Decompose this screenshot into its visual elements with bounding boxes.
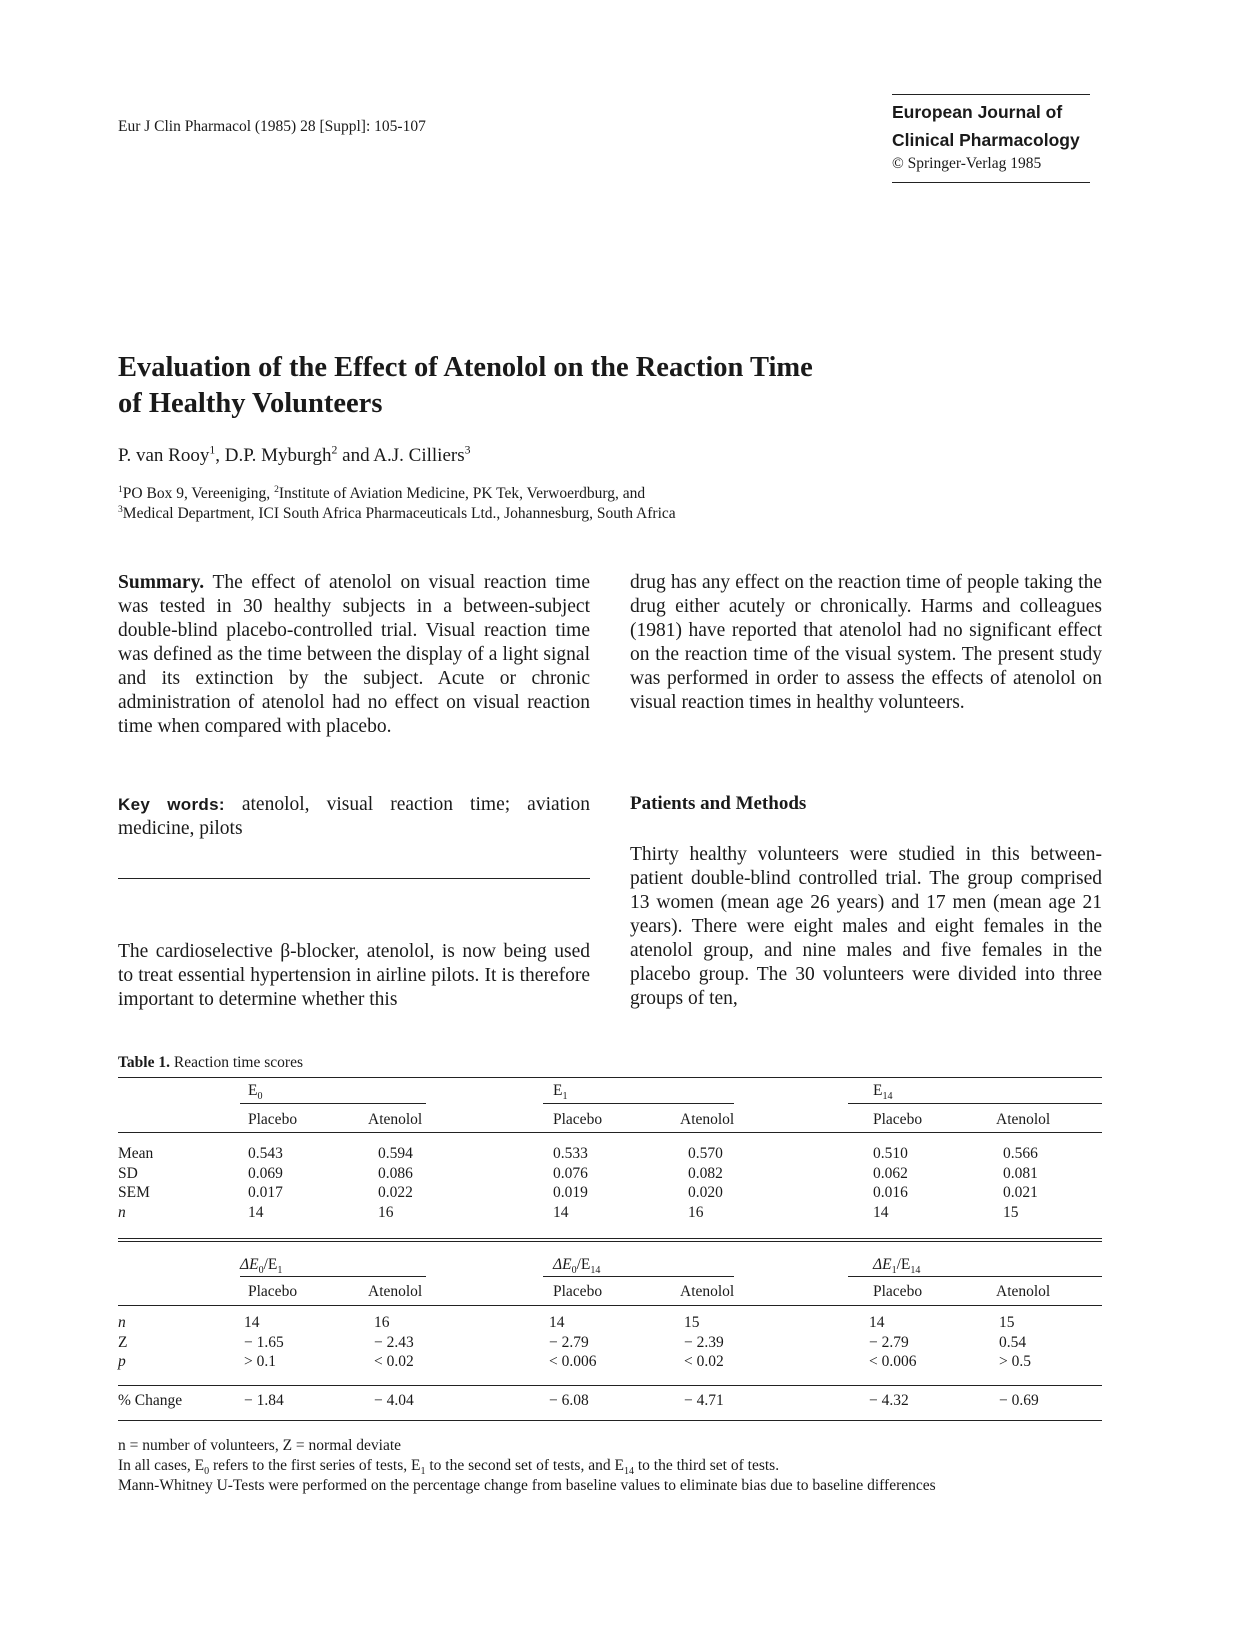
table-cell: 0.076: [553, 1164, 588, 1182]
footnote-line-2: In all cases, $E_0$ refers to the first series of tests, $E_1$ to the second set of tests, and $E_{14}$ to the third set of tests.: [118, 1457, 780, 1478]
affiliations: [118, 484, 676, 524]
column-header: Placebo: [873, 1111, 923, 1128]
column-header: Placebo: [873, 1283, 923, 1300]
table-cell: 0.533: [553, 1145, 588, 1162]
table-cell: > 0.1: [244, 1353, 276, 1370]
intro-continued-paragraph: drug has any effect on the reaction time of people taking the drug either acutely or chronically. Harms and colleagues (1981) have reported that atenolol had no significant effect on the reaction time of the visual system. The present study was performed in order to assess the effects of atenolol on visual reaction times in healthy volunteers.: [630, 572, 1102, 713]
row-label: % Change: [118, 1392, 183, 1409]
table-cell: − 1.84: [244, 1392, 284, 1409]
journal-citation: Eur J Clin Pharmacol (1985) 28 [Suppl]: 105-107: [118, 118, 426, 135]
affil-marker-3: 3: [118, 503, 123, 515]
column-header: Placebo: [248, 1283, 298, 1300]
column-header: Placebo: [248, 1111, 298, 1128]
table-cell: 14: [873, 1203, 889, 1221]
row-label: n: [118, 1203, 126, 1221]
row-label: SD: [118, 1164, 138, 1182]
table-cell: < 0.006: [549, 1353, 597, 1370]
authors: [118, 445, 471, 467]
table-caption-label: Table 1.: [118, 1054, 170, 1071]
table-header-rule: [118, 1132, 1102, 1133]
table-footnotes: [118, 1436, 936, 1496]
affiliation-line-2: [118, 504, 676, 524]
table-cell: − 2.39: [684, 1333, 724, 1351]
abstract-divider: [118, 878, 590, 879]
row-label: p: [118, 1353, 126, 1370]
table-cell: 0.081: [1003, 1164, 1038, 1182]
column-header: Atenolol: [996, 1111, 1051, 1128]
table-cell: 15: [684, 1314, 700, 1331]
group-rule-e1: [543, 1103, 734, 1104]
table-cell: 16: [374, 1314, 390, 1331]
table-cell: − 4.32: [869, 1392, 909, 1409]
group-rule-e0: [240, 1103, 426, 1104]
table-cell: 14: [553, 1203, 569, 1221]
table-cell: 16: [688, 1203, 704, 1221]
journal-box-bottom-rule: [892, 182, 1090, 183]
group-header-delta-e0-e1: $\Delta E_0/E_1$: [240, 1256, 283, 1277]
summary-label: Summary.: [118, 572, 205, 593]
author-3-affil: 3: [464, 443, 471, 457]
group-header-e14: $E_{14}$: [873, 1082, 893, 1103]
table-cell: 0.54: [999, 1333, 1027, 1351]
table-cell: < 0.02: [684, 1353, 724, 1370]
table-cell: 0.086: [378, 1164, 413, 1182]
column-header: Placebo: [553, 1283, 603, 1300]
keywords-paragraph: [118, 793, 590, 841]
table-cell: 0.019: [553, 1184, 588, 1201]
journal-name-line1: European Journal of: [892, 102, 1063, 122]
group-rule-e14: [848, 1103, 1102, 1104]
table-header-rule-2: [118, 1305, 1102, 1306]
summary-paragraph: [118, 571, 590, 739]
table-cell: 0.543: [248, 1145, 283, 1162]
table-cell: 0.062: [873, 1164, 908, 1182]
group-header-delta-e1-e14: $\Delta E_1/E_{14}$: [873, 1256, 921, 1277]
title-line-2: of Healthy Volunteers: [118, 388, 383, 419]
row-label: Mean: [118, 1145, 154, 1162]
journal-box: [892, 94, 1090, 183]
row-label: Z: [118, 1333, 128, 1351]
table-cell: 0.082: [688, 1164, 723, 1182]
table-cell: 0.021: [1003, 1184, 1038, 1201]
table-cell: − 2.43: [374, 1333, 414, 1351]
author-2-affil: 2: [331, 443, 338, 457]
group-header-e1: $E_1$: [553, 1082, 568, 1103]
table-cell: 0.566: [1003, 1145, 1038, 1162]
table-cell: − 1.65: [244, 1333, 284, 1351]
group-rule-de0e14: [543, 1276, 734, 1277]
publisher-copyright: © Springer-Verlag 1985: [892, 155, 1042, 172]
row-label: n: [118, 1314, 126, 1331]
table-cell: − 4.71: [684, 1392, 724, 1409]
table-section-rule-2: [118, 1241, 1102, 1242]
table-cell: 14: [248, 1203, 264, 1221]
affil-marker-2: 2: [274, 483, 279, 495]
group-header-delta-e0-e14: $\Delta E_0/E_{14}$: [553, 1256, 601, 1277]
table-cell: > 0.5: [999, 1353, 1031, 1370]
table-cell: 0.016: [873, 1184, 908, 1201]
table-cell: < 0.006: [869, 1353, 917, 1370]
table-cell: − 0.69: [999, 1392, 1039, 1409]
intro-paragraph: The cardioselective β-blocker, atenolol, is now being used to treat essential hypertension in airline pilots. It is therefore important to determine whether this: [118, 941, 590, 1010]
table-cell: 0.069: [248, 1164, 283, 1182]
column-header: Atenolol: [368, 1283, 423, 1300]
row-label: SEM: [118, 1184, 150, 1201]
footnote-line-1: n = number of volunteers, Z = normal deviate: [118, 1437, 402, 1454]
article-title: [118, 350, 998, 422]
journal-box-top-rule: [892, 94, 1090, 95]
footnote-line-3: Mann-Whitney U-Tests were performed on the percentage change from baseline values to eliminate bias due to baseline differences: [118, 1477, 936, 1494]
section-heading: Patients and Methods: [630, 793, 807, 814]
column-header: Atenolol: [680, 1283, 735, 1300]
table-cell: 14: [244, 1314, 260, 1331]
table-cell: 15: [999, 1314, 1015, 1331]
title-line-1: Evaluation of the Effect of Atenolol on the Reaction Time: [118, 352, 813, 383]
affil-1-text: PO Box 9, Vereeniging,: [122, 485, 275, 502]
table-cell: 0.020: [688, 1184, 723, 1201]
group-rule-de1e14: [848, 1276, 1102, 1277]
table-cell: − 2.79: [549, 1333, 589, 1351]
affiliation-line-1: [118, 484, 676, 504]
author-1: P. van Rooy: [118, 445, 210, 466]
column-header: Placebo: [553, 1111, 603, 1128]
table-cell: 0.017: [248, 1184, 283, 1201]
table-bottom-rule: [118, 1420, 1102, 1421]
keywords-label: Key words:: [118, 795, 225, 814]
author-1-affil: 1: [209, 443, 216, 457]
affil-marker-1: 1: [118, 483, 123, 495]
table-cell: − 6.08: [549, 1392, 589, 1409]
author-2: , D.P. Myburgh: [215, 445, 332, 466]
table-change-rule: [118, 1385, 1102, 1386]
column-header: Atenolol: [996, 1283, 1051, 1300]
column-header: Atenolol: [368, 1111, 423, 1128]
group-header-e0: $E_0$: [248, 1082, 263, 1103]
table-cell: − 2.79: [869, 1333, 909, 1351]
author-3: and A.J. Cilliers: [337, 445, 465, 466]
table-section-rule-1: [118, 1238, 1102, 1239]
journal-name-line2: Clinical Pharmacology: [892, 130, 1080, 150]
keywords-text: atenolol, visual reaction time; aviation medicine, pilots: [118, 794, 590, 839]
summary-text: The effect of atenolol on visual reaction time was tested in 30 healthy subjects in a between-subject double-blind placebo-controlled trial. Visual reaction time was defined as the time between the display of a light signal and its extinction by the subject. Acute or chronic administration of atenolol had no effect on visual reaction time when compared with placebo.: [118, 572, 590, 737]
table-cell: 14: [869, 1314, 885, 1331]
table-caption: [118, 1054, 303, 1072]
table-cell: 0.022: [378, 1184, 413, 1201]
group-rule-de0e1: [240, 1276, 426, 1277]
affil-3-text: Medical Department, ICI South Africa Pharmaceuticals Ltd., Johannesburg, South Africa: [122, 505, 676, 522]
table-caption-text: Reaction time scores: [169, 1054, 303, 1071]
table-cell: − 4.04: [374, 1392, 414, 1409]
table-top-rule: [118, 1077, 1102, 1078]
table-cell: 0.510: [873, 1145, 908, 1162]
table-cell: 0.594: [378, 1145, 413, 1162]
methods-paragraph: Thirty healthy volunteers were studied in this between-patient double-blind controlled trial. The group comprised 13 women (mean age 26 years) and 17 men (mean age 21 years). There were eight males and eight females in the atenolol group, and nine males and five females in the placebo group. The 30 volunteers were divided into three groups of ten,: [630, 844, 1102, 1009]
table-cell: 16: [378, 1203, 394, 1221]
table-cell: 15: [1003, 1203, 1019, 1221]
table-cell: 14: [549, 1314, 565, 1331]
affil-2-text: Institute of Aviation Medicine, PK Tek, Verwoerdburg, and: [278, 485, 646, 502]
table-cell: 0.570: [688, 1145, 723, 1162]
table-cell: < 0.02: [374, 1353, 414, 1370]
column-header: Atenolol: [680, 1111, 735, 1128]
